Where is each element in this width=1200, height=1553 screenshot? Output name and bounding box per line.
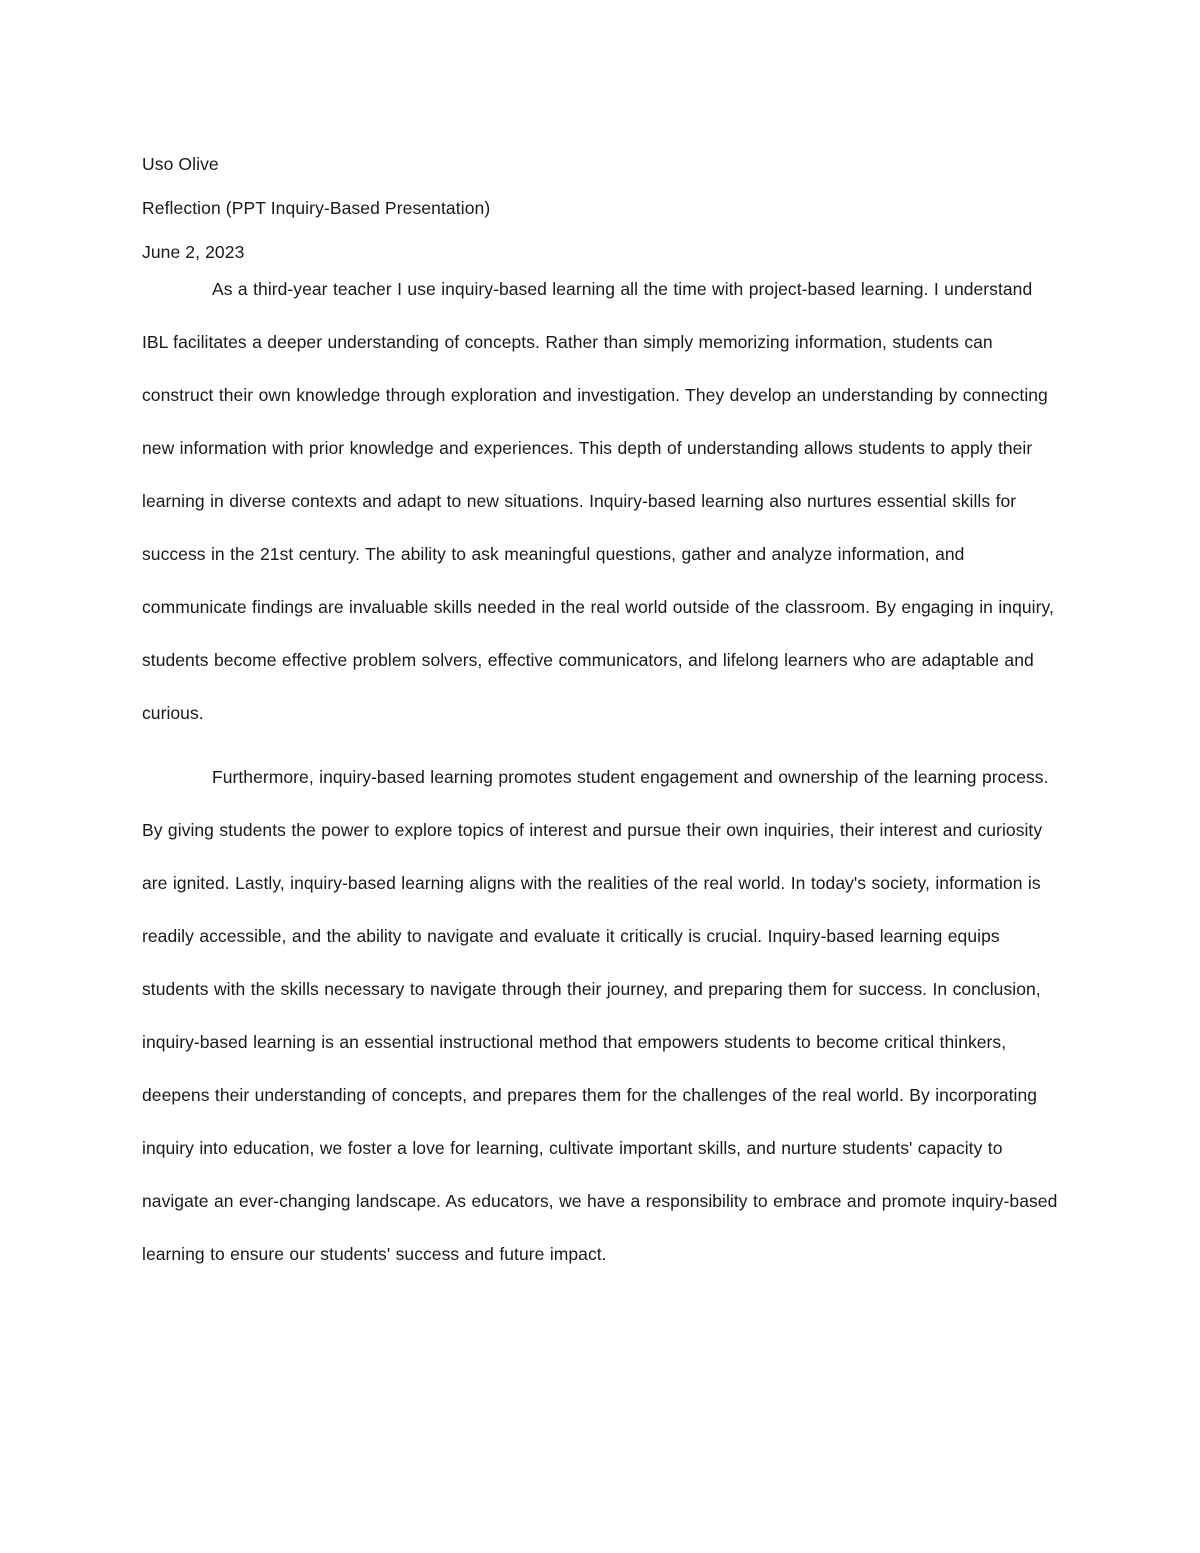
document-title: Reflection (PPT Inquiry-Based Presentation) (142, 198, 491, 218)
body-paragraph-2: Furthermore, inquiry-based learning promotes student engagement and ownership of the learning process. By giving students the power to explore topics of interest and pursue their own inquiries, their interest and curiosity are ignited. Lastly, inquiry-based learning aligns with the realities of the real world. In today's society, information is readily accessible, and the ability to navigate and evaluate it critically is crucial. Inquiry-based learning equips students with the skills necessary to navigate through their journey, and preparing them for success. In conclusion, inquiry-based learning is an essential instructional method that empowers students to become critical thinkers, deepens their understanding of concepts, and prepares them for the challenges of the real world. By incorporating inquiry into education, we foster a love for learning, cultivate important skills, and nurture students' capacity to navigate an ever-changing landscape. As educators, we have a responsibility to embrace and promote inquiry-based learning to ensure our students' success and future impact. (142, 767, 1058, 1264)
document-date: June 2, 2023 (142, 242, 245, 262)
body-paragraph-1: As a third-year teacher I use inquiry-based learning all the time with project-based learning. I understand IBL facilitates a deeper understanding of concepts. Rather than simply memorizing information, students can construct their own knowledge through exploration and investigation. They develop an understanding by connecting new information with prior knowledge and experiences. This depth of understanding allows students to apply their learning in diverse contexts and adapt to new situations. Inquiry-based learning also nurtures essential skills for success in the 21st century. The ability to ask meaningful questions, gather and analyze information, and communicate findings are invaluable skills needed in the real world outside of the classroom. By engaging in inquiry, students become effective problem solvers, effective communicators, and lifelong learners who are adaptable and curious. (142, 279, 1054, 723)
document-header (142, 142, 1062, 274)
author-name: Uso Olive (142, 154, 219, 174)
